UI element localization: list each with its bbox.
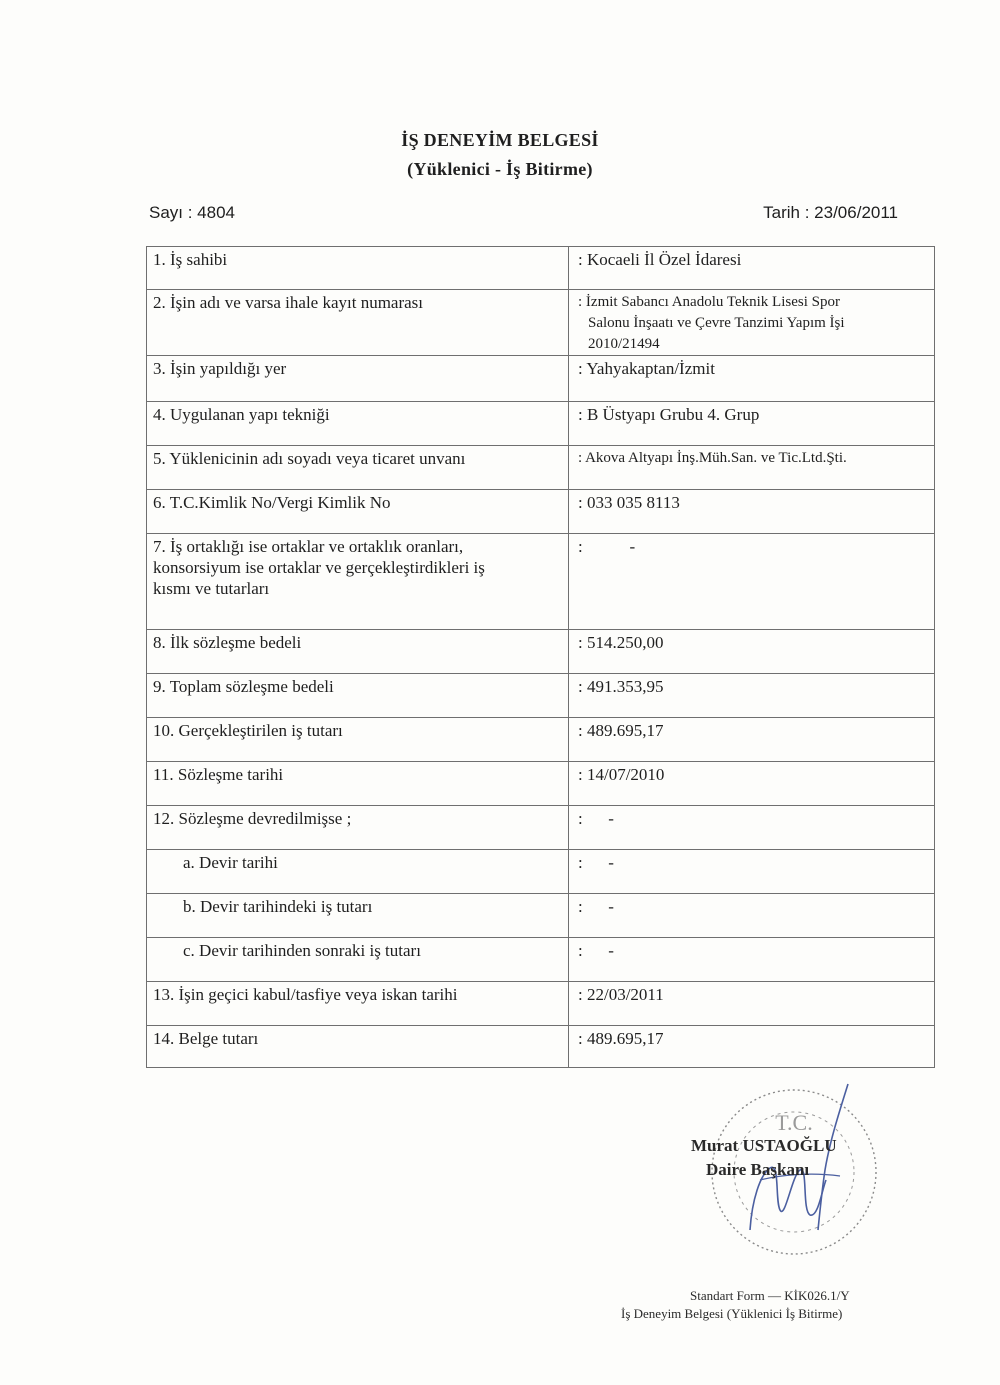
stamp-text: T.C. — [775, 1110, 813, 1135]
experience-table — [146, 246, 935, 1068]
signatory-title: Daire Başkanı — [706, 1160, 810, 1179]
table-row — [147, 534, 935, 630]
table-row — [147, 718, 935, 762]
row-value: : 491.353,95 — [569, 674, 935, 718]
table-row — [147, 938, 935, 982]
table-row — [147, 982, 935, 1026]
row-label: 11. Sözleşme tarihi — [147, 762, 569, 806]
row-value: : Akova Altyapı İnş.Müh.San. ve Tic.Ltd.Şti. — [569, 446, 935, 490]
row-label: 13. İşin geçici kabul/tasfiye veya iskan tarihi — [147, 982, 569, 1026]
table-row — [147, 850, 935, 894]
table-row — [147, 446, 935, 490]
row-label-line: konsorsiyum ise ortaklar ve gerçekleştirdikleri iş — [153, 558, 485, 577]
row-label: 12. Sözleşme devredilmişse ; — [147, 806, 569, 850]
row-label: a. Devir tarihi — [147, 850, 569, 894]
row-label: 10. Gerçekleştirilen iş tutarı — [147, 718, 569, 762]
document-subtitle: (Yüklenici - İş Bitirme) — [407, 159, 593, 179]
row-value: : 514.250,00 — [569, 630, 935, 674]
row-label: 1. İş sahibi — [147, 247, 569, 290]
row-label: 8. İlk sözleşme bedeli — [147, 630, 569, 674]
row-label-line: 7. İş ortaklığı ise ortaklar ve ortaklık oranları, — [153, 537, 464, 556]
row-value: : 033 035 8113 — [569, 490, 935, 534]
row-label: 4. Uygulanan yapı tekniği — [147, 402, 569, 446]
row-value: : - — [569, 894, 935, 938]
table-row — [147, 762, 935, 806]
table-row — [147, 894, 935, 938]
row-value: : 14/07/2010 — [569, 762, 935, 806]
row-value: : Yahyakaptan/İzmit — [569, 356, 935, 402]
row-value: : 489.695,17 — [569, 718, 935, 762]
row-label: 5. Yüklenicinin adı soyadı veya ticaret unvanı — [147, 446, 569, 490]
row-value: : 22/03/2011 — [569, 982, 935, 1026]
tarih-date: Tarih : 23/06/2011 — [763, 203, 898, 222]
form-description: İş Deneyim Belgesi (Yüklenici İş Bitirme) — [621, 1306, 843, 1321]
row-label: 9. Toplam sözleşme bedeli — [147, 674, 569, 718]
row-value: : - — [569, 534, 935, 630]
row-value: : Kocaeli İl Özel İdaresi — [569, 247, 935, 290]
row-value: : - — [569, 938, 935, 982]
row-value: : B Üstyapı Grubu 4. Grup — [569, 402, 935, 446]
row-label: 6. T.C.Kimlik No/Vergi Kimlik No — [147, 490, 569, 534]
row-label: 14. Belge tutarı — [147, 1026, 569, 1068]
table-row — [147, 1026, 935, 1068]
table-row — [147, 247, 935, 290]
row-label: 2. İşin adı ve varsa ihale kayıt numarası — [147, 290, 569, 356]
table-row — [147, 674, 935, 718]
row-value: : - — [569, 850, 935, 894]
row-value-line: 2010/21494 — [588, 336, 660, 352]
form-code: Standart Form — KİK026.1/Y — [690, 1288, 850, 1303]
row-value — [569, 290, 935, 356]
row-value-line: Salonu İnşaatı ve Çevre Tanzimi Yapım İşi — [588, 315, 845, 331]
row-label: b. Devir tarihindeki iş tutarı — [147, 894, 569, 938]
table-row — [147, 630, 935, 674]
table-row — [147, 806, 935, 850]
row-label — [147, 534, 569, 630]
row-value-line: : İzmit Sabancı Anadolu Teknik Lisesi Spor — [578, 294, 840, 310]
row-label-line: kısmı ve tutarları — [153, 579, 270, 598]
signatory-name: Murat USTAOĞLU — [691, 1136, 837, 1155]
row-label: 3. İşin yapıldığı yer — [147, 356, 569, 402]
table-row — [147, 402, 935, 446]
sayi-number: Sayı : 4804 — [149, 203, 236, 222]
table-row — [147, 356, 935, 402]
table-row — [147, 290, 935, 356]
row-label: c. Devir tarihinden sonraki iş tutarı — [147, 938, 569, 982]
table-row — [147, 490, 935, 534]
row-value: : 489.695,17 — [569, 1026, 935, 1068]
document-title: İŞ DENEYİM BELGESİ — [401, 130, 599, 150]
row-value: : - — [569, 806, 935, 850]
